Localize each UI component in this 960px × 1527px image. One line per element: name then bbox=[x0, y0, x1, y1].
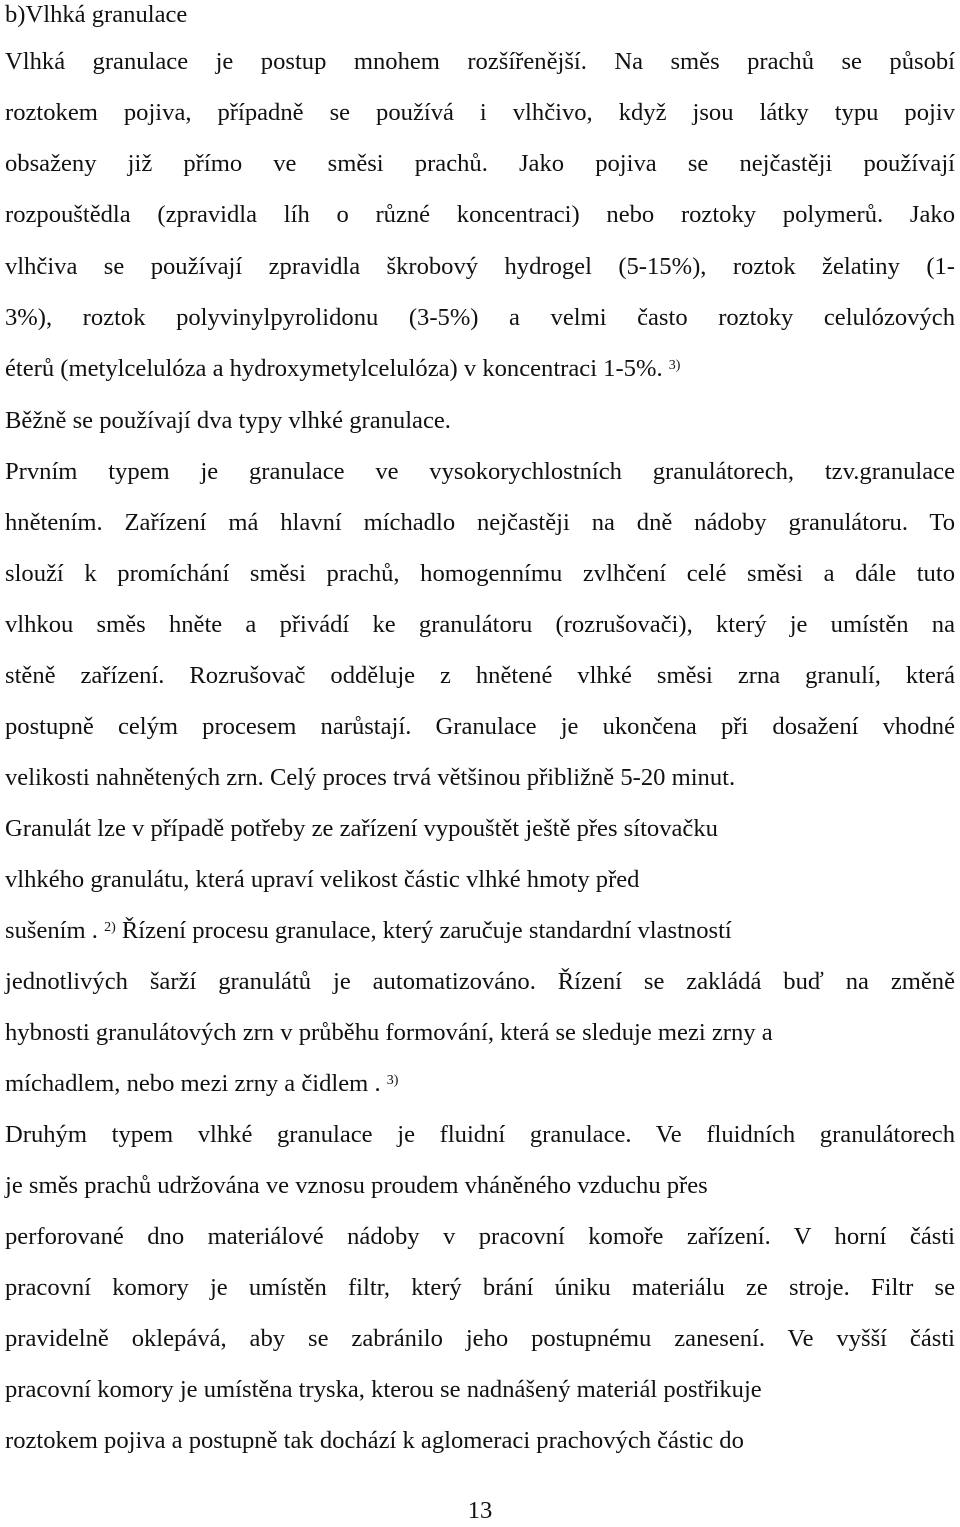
text-line: hybnosti granulátových zrn v průběhu formování, která se sleduje mezi zrny a bbox=[5, 1019, 773, 1046]
citation-marker: 3) bbox=[386, 1073, 399, 1088]
text-line-with-citation bbox=[5, 916, 732, 946]
text-line: postupně celým procesem narůstají. Granulace je ukončena při dosažení vhodné bbox=[5, 713, 955, 740]
text-line: roztokem pojiva a postupně tak dochází k aglomeraci prachových částic do bbox=[5, 1427, 744, 1454]
text-line: slouží k promíchání směsi prachů, homogennímu zvlhčení celé směsi a dále tuto bbox=[5, 560, 955, 587]
text-segment: míchadlem, nebo mezi zrny a čidlem . bbox=[5, 1070, 381, 1097]
text-line: obsaženy již přímo ve směsi prachů. Jako pojiva se nejčastěji používají bbox=[5, 150, 955, 177]
text-line: Druhým typem vlhké granulace je fluidní granulace. Ve fluidních granulátorech bbox=[5, 1121, 955, 1148]
text-line: rozpouštědla (zpravidla líh o různé koncentraci) nebo roztoky polymerů. Jako bbox=[5, 201, 955, 228]
text-line: hnětením. Zařízení má hlavní míchadlo nejčastěji na dně nádoby granulátoru. To bbox=[5, 509, 955, 536]
text-line: perforované dno materiálové nádoby v pracovní komoře zařízení. V horní části bbox=[5, 1223, 955, 1250]
citation-marker: 2) bbox=[104, 920, 116, 935]
text-line: Běžně se používají dva typy vlhké granulace. bbox=[5, 407, 451, 434]
text-line-with-citation bbox=[5, 1069, 398, 1099]
text-line: Vlhká granulace je postup mnohem rozšířenější. Na směs prachů se působí bbox=[5, 48, 955, 75]
text-line: je směs prachů udržována ve vznosu proudem vháněného vzduchu přes bbox=[5, 1172, 708, 1199]
text-line: pracovní komory je umístěna tryska, kterou se nadnášený materiál postřikuje bbox=[5, 1376, 762, 1403]
text-line: vlhkou směs hněte a přivádí ke granulátoru (rozrušovači), který je umístěn na bbox=[5, 611, 955, 638]
text-line: pravidelně oklepává, aby se zabránilo jeho postupnému zanesení. Ve vyšší části bbox=[5, 1325, 955, 1352]
text-line-with-citation bbox=[5, 354, 680, 384]
text-line: velikosti nahnětených zrn. Celý proces trvá většinou přibližně 5-20 minut. bbox=[5, 764, 736, 791]
text-line: roztokem pojiva, případně se používá i vlhčivo, když jsou látky typu pojiv bbox=[5, 99, 955, 126]
text-line: vlhkého granulátu, která upraví velikost částic vlhké hmoty před bbox=[5, 866, 640, 893]
text-segment: sušením . bbox=[5, 917, 98, 944]
section-heading: b)Vlhká granulace bbox=[5, 1, 188, 28]
text-segment: éterů (metylcelulóza a hydroxymetylcelulóza) v koncentraci 1-5%. bbox=[5, 355, 663, 382]
text-segment: Řízení procesu granulace, který zaručuje standardní vlastností bbox=[121, 917, 732, 944]
text-line: 3%), roztok polyvinylpyrolidonu (3-5%) a velmi často roztoky celulózových bbox=[5, 304, 955, 331]
page-number: 13 bbox=[467, 1497, 493, 1524]
citation-marker: 3) bbox=[668, 358, 681, 373]
text-line: jednotlivých šarží granulátů je automatizováno. Řízení se zakládá buď na změně bbox=[5, 968, 955, 995]
text-line: vlhčiva se používají zpravidla škrobový hydrogel (5-15%), roztok želatiny (1- bbox=[5, 253, 955, 280]
text-line: Prvním typem je granulace ve vysokorychlostních granulátorech, tzv.granulace bbox=[5, 458, 955, 485]
text-line: pracovní komory je umístěn filtr, který brání úniku materiálu ze stroje. Filtr se bbox=[5, 1274, 955, 1301]
text-line: Granulát lze v případě potřeby ze zařízení vypouštět ještě přes sítovačku bbox=[5, 815, 718, 842]
text-line: stěně zařízení. Rozrušovač odděluje z hnětené vlhké směsi zrna granulí, která bbox=[5, 662, 955, 689]
